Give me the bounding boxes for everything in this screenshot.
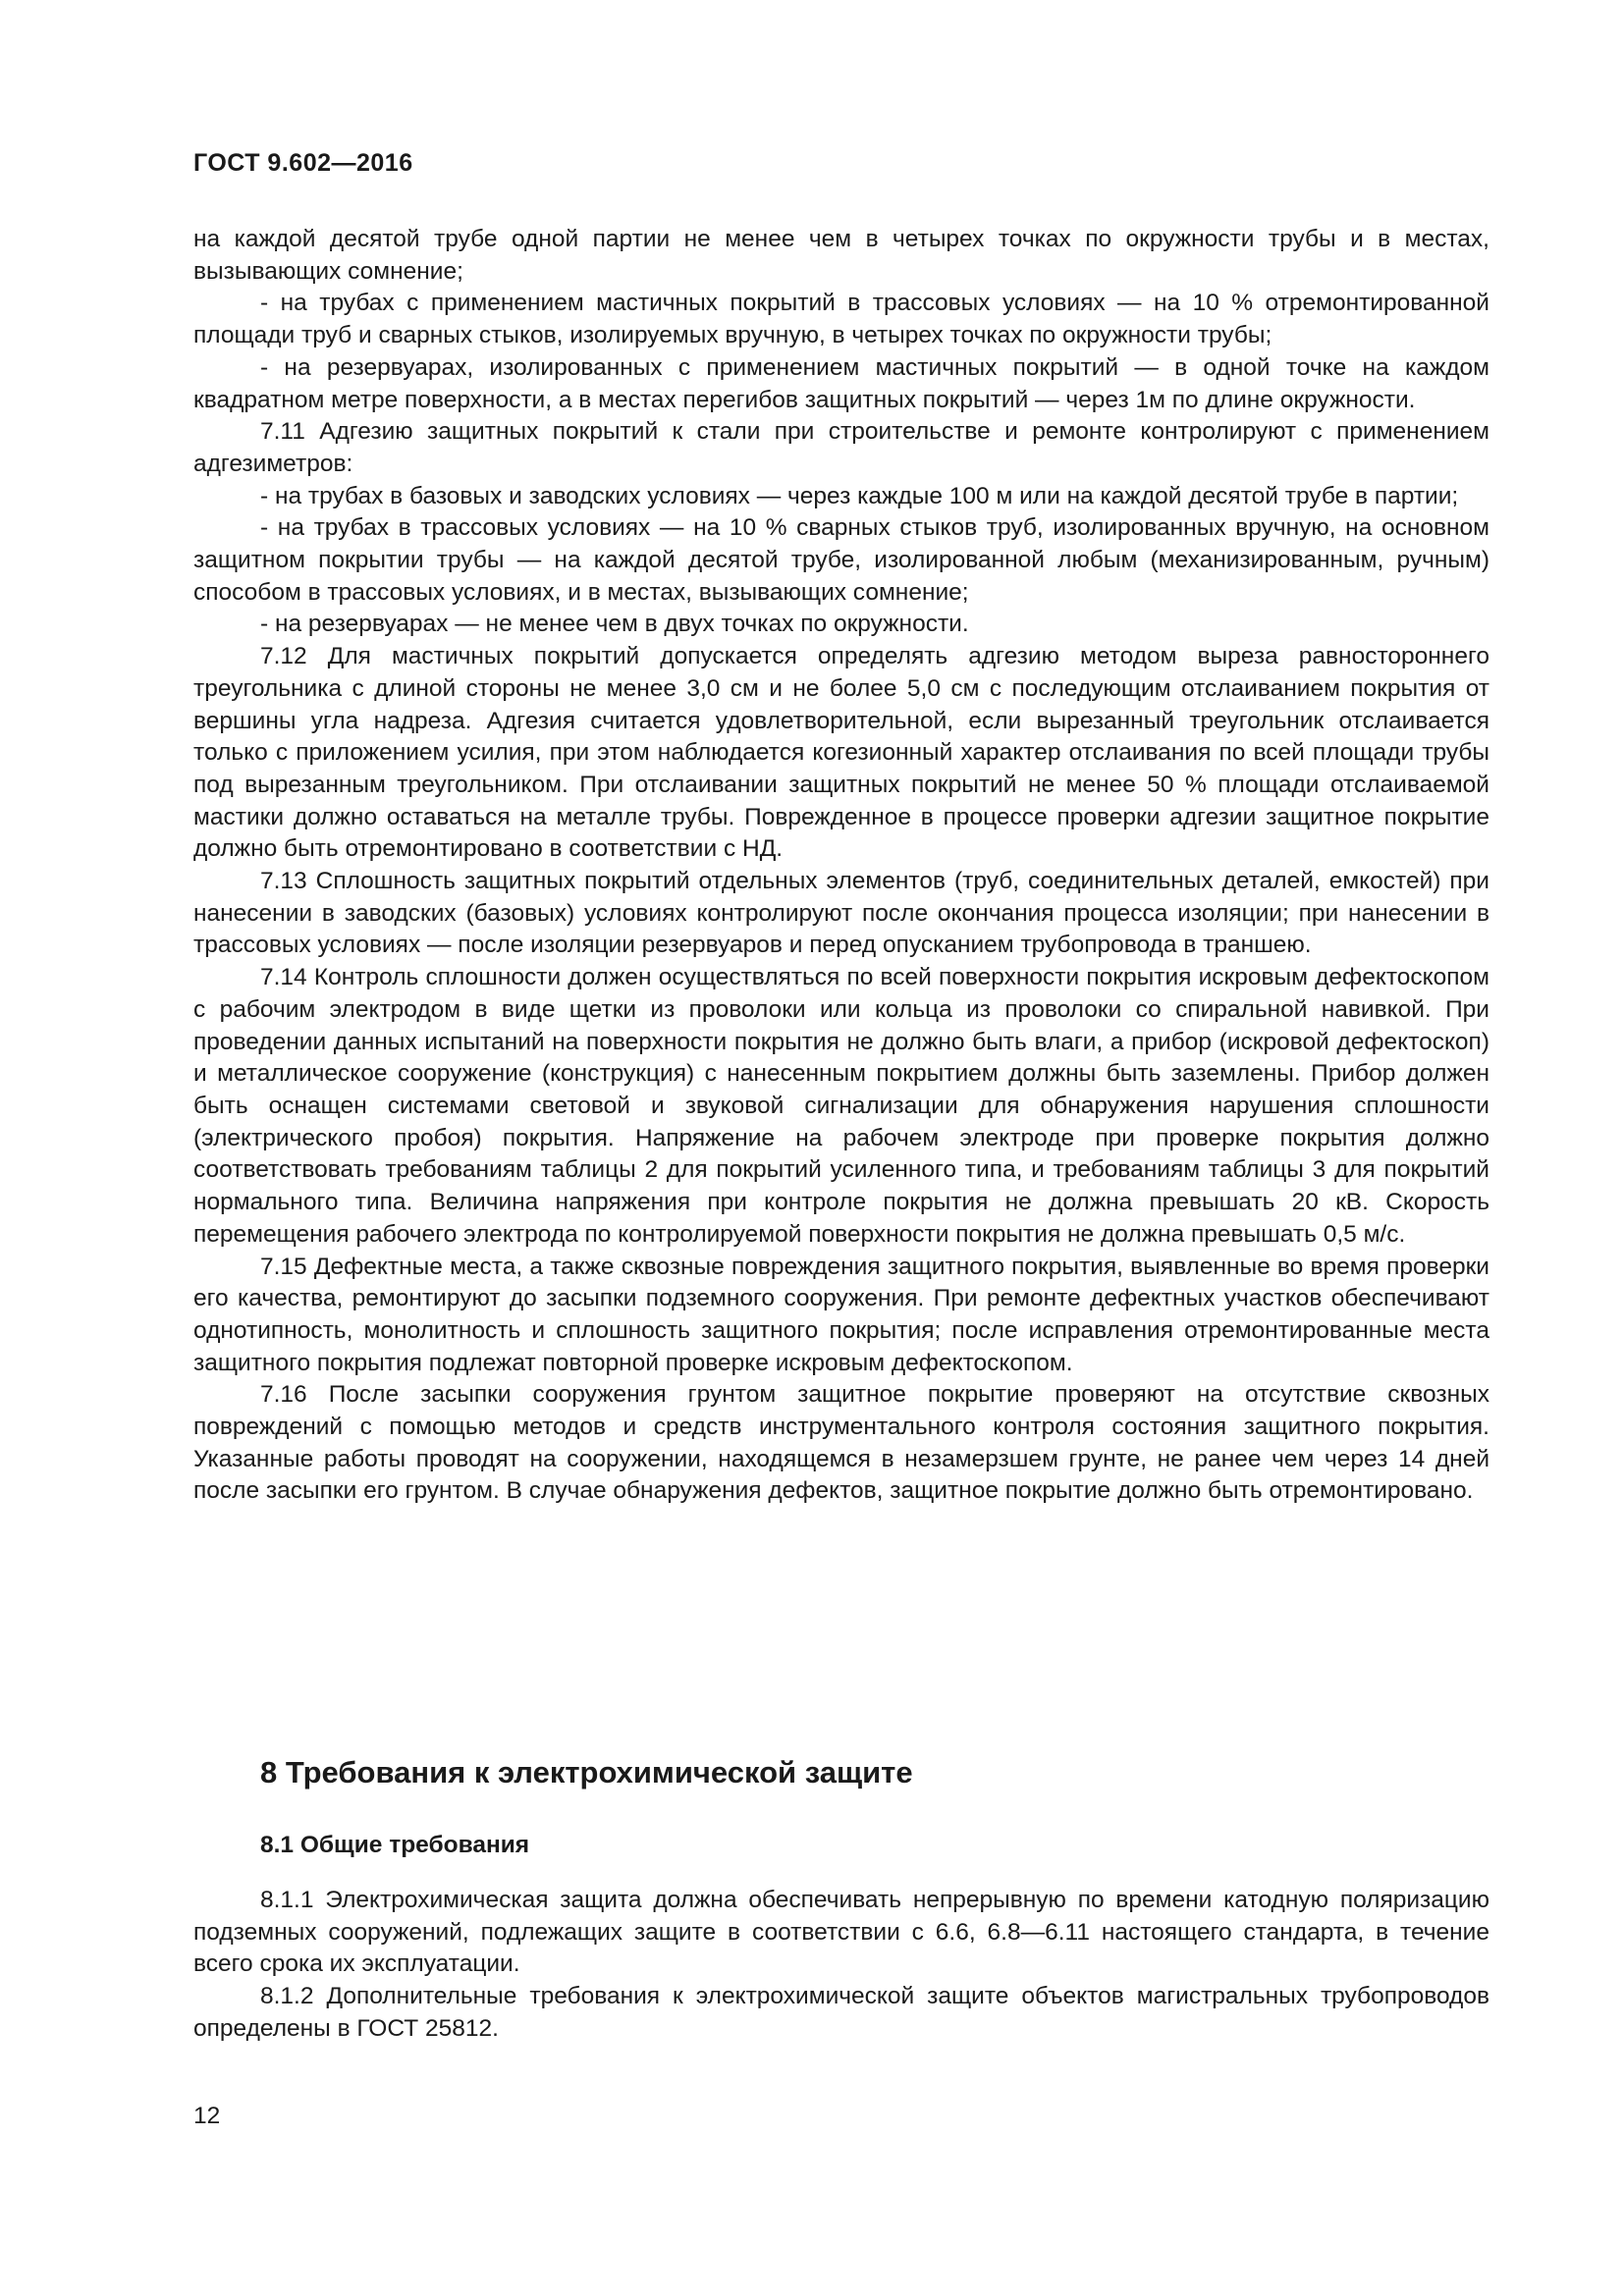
- document-header: ГОСТ 9.602—2016: [193, 149, 413, 177]
- paragraph: 7.13 Сплошность защитных покрытий отдельных элементов (труб, соединительных деталей, емкостей) при нанесении в заводских (базовых) условиях контролируют после окончания процесса изоляции; при нанесении в трассовых условиях — после изоляции резервуаров и перед опусканием трубопровода в траншею.: [193, 868, 1489, 959]
- paragraph: 7.11 Адгезию защитных покрытий к стали при строительстве и ремонте контролируют с применением адгезиметров:: [193, 418, 1489, 477]
- paragraph: на каждой десятой трубе одной партии не менее чем в четырех точках по окружности трубы и в местах, вызывающих сомнение;: [193, 226, 1489, 285]
- paragraph: 7.16 После засыпки сооружения грунтом защитное покрытие проверяют на отсутствие сквозных повреждений с помощью методов и средств инструментального контроля состояния защитного покрытия. Указанные работы проводят на сооружении, находящемся в незамерзшем грунте, не ранее чем через 14 дней после засыпки его грунтом. В случае обнаружения дефектов, защитное покрытие должно быть отремонтировано.: [193, 1381, 1489, 1505]
- paragraph: 8.1.2 Дополнительные требования к электрохимической защите объектов магистральных трубопроводов определены в ГОСТ 25812.: [193, 1983, 1489, 2042]
- page-number: 12: [193, 2103, 221, 2129]
- paragraph: 7.12 Для мастичных покрытий допускается определять адгезию методом выреза равностороннего треугольника с длиной стороны не менее 3,0 см и не более 5,0 см с последующим отслаиванием покрытия от вершины угла надреза. Адгезия считается удовлетворительной, если вырезанный треугольник отслаивается только с приложением усилия, при этом наблюдается когезионный характер отслаивания по всей площади трубы под вырезанным треугольником. При отслаивании защитных покрытий не менее 50 % площади отслаиваемой мастики должно оставаться на металле трубы. Поврежденное в процессе проверки адгезии защитное покрытие должно быть отремонтировано в соответствии с НД.: [193, 643, 1489, 863]
- section-heading: 8 Требования к электрохимической защите: [260, 1755, 913, 1789]
- subsection-heading: 8.1 Общие требования: [260, 1832, 530, 1858]
- paragraph: 7.14 Контроль сплошности должен осуществляться по всей поверхности покрытия искровым дефектоскопом с рабочим электродом в виде щетки из проволоки или кольца из проволоки со спиральной навивкой. При проведении данных испытаний на поверхности покрытия не должно быть влаги, а прибор (искровой дефектоскоп) и металлическое сооружение (конструкция) с нанесенным покрытием должны быть заземлены. Прибор должен быть оснащен системами световой и звуковой сигнализации для обнаружения нарушения сплошности (электрического пробоя) покрытия. Напряжение на рабочем электроде при проверке покрытия должно соответствовать требованиям таблицы 2 для покрытий усиленного типа, и требованиям таблицы 3 для покрытий нормального типа. Величина напряжения при контроле покрытия не должна превышать 20 кВ. Скорость перемещения рабочего электрода по контролируемой поверхности покрытия не должна превышать 0,5 м/с.: [193, 964, 1489, 1248]
- paragraph: - на резервуарах — не менее чем в двух точках по окружности.: [260, 611, 969, 638]
- paragraph: - на трубах в трассовых условиях — на 10 % сварных стыков труб, изолированных вручную, на основном защитном покрытии трубы — на каждой десятой трубе, изолированной любым (механизированным, ручным) способом в трассовых условиях, и в местах, вызывающих сомнение;: [193, 514, 1489, 606]
- section-7-continuation: [193, 224, 1489, 1508]
- paragraph: - на трубах в базовых и заводских условиях — через каждые 100 м или на каждой десятой трубе в партии;: [260, 482, 1459, 509]
- paragraph: - на трубах с применением мастичных покрытий в трассовых условиях — на 10 % отремонтированной площади труб и сварных стыков, изолируемых вручную, в четырех точках по окружности трубы;: [193, 290, 1489, 349]
- paragraph: 7.15 Дефектные места, а также сквозные повреждения защитного покрытия, выявленные во время проверки его качества, ремонтируют до засыпки подземного сооружения. При ремонте дефектных участков обеспечивают однотипность, монолитность и сплошность защитного покрытия; после исправления отремонтированные места защитного покрытия подлежат повторной проверке искровым дефектоскопом.: [193, 1253, 1489, 1376]
- section-8-body: [193, 1885, 1489, 2046]
- paragraph: - на резервуарах, изолированных с применением мастичных покрытий — в одной точке на каждом квадратном метре поверхности, а в местах перегибов защитных покрытий — через 1м по длине окружности.: [193, 353, 1489, 413]
- document-page: [193, 0, 1489, 2296]
- paragraph: 8.1.1 Электрохимическая защита должна обеспечивать непрерывную по времени катодную поляризацию подземных сооружений, подлежащих защите в соответствии с 6.6, 6.8—6.11 настоящего стандарта, в течение всего срока их эксплуатации.: [193, 1887, 1489, 1978]
